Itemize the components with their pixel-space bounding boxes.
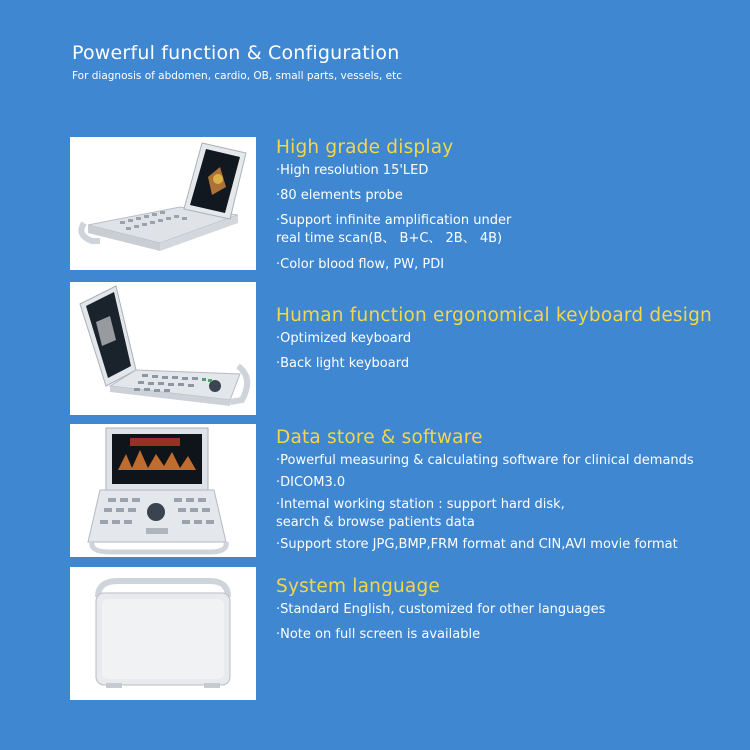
page-subtitle: For diagnosis of abdomen, cardio, OB, small parts, vessels, etc	[72, 70, 403, 82]
feature-list	[276, 452, 746, 554]
list-item: ·80 elements probe	[276, 188, 403, 203]
list-item: ·Support store JPG,BMP,FRM format and CIN,AVI movie format	[276, 537, 678, 552]
list-item: ·DICOM3.0	[276, 475, 346, 490]
section-title: Data store & software	[276, 427, 483, 448]
page-header	[72, 42, 402, 82]
laptop-front-view-image	[70, 424, 256, 557]
list-item: ·Powerful measuring & calculating software for clinical demands	[276, 453, 694, 468]
section-title: System language	[276, 576, 440, 597]
laptop-closed-view-image	[70, 567, 256, 700]
section-title: High grade display	[276, 137, 454, 158]
section-title: Human function ergonomical keyboard design	[276, 305, 712, 326]
feature-list	[276, 162, 746, 274]
list-item: ·Color blood flow, PW, PDI	[276, 257, 445, 272]
list-item: ·Support infinite amplification under real time scan(B、 B+C、 2B、 4B)	[276, 213, 512, 246]
laptop-keyboard-view-image	[70, 282, 256, 415]
section-content	[276, 424, 746, 561]
feature-list	[276, 601, 746, 644]
list-item: ·Note on full screen is available	[276, 627, 481, 642]
section-content	[276, 137, 746, 281]
section-content	[276, 567, 746, 651]
list-item: ·Optimized keyboard	[276, 331, 412, 346]
list-item: ·Standard English, customized for other languages	[276, 602, 606, 617]
feature-list	[276, 330, 746, 373]
list-item: ·High resolution 15'LED	[276, 163, 429, 178]
list-item: ·Back light keyboard	[276, 356, 410, 371]
laptop-side-view-image	[70, 137, 256, 270]
list-item: ·Intemal working station : support hard disk, search & browse patients data	[276, 497, 565, 530]
section-content	[276, 282, 746, 380]
page-title: Powerful function & Configuration	[72, 42, 400, 64]
